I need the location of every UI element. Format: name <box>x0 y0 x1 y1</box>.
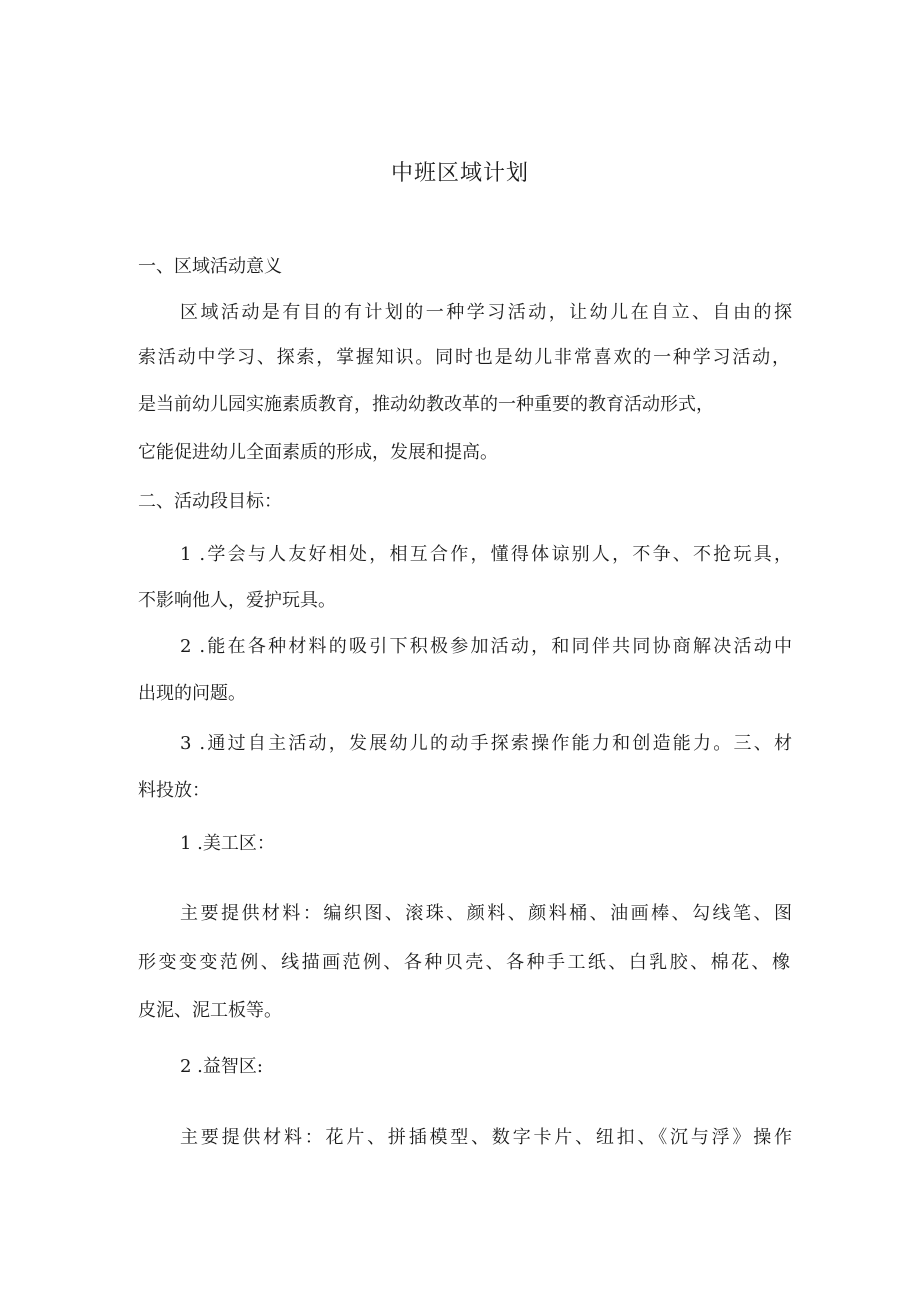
document-title: 中班区域计划 <box>390 161 529 186</box>
paragraph-line: 它能促进幼儿全面素质的形成，发展和提高。 <box>138 442 498 463</box>
art-materials-line: 主要提供材料：编织图、滚珠、颜料、颜料桶、油画棒、勾线笔、图 <box>180 903 792 924</box>
goal-item-3: 3 .通过自主活动，发展幼儿的动手探索操作能力和创造能力。三、材 <box>180 733 792 754</box>
paragraph-line: 是当前幼儿园实施素质教育，推动幼教改革的一种重要的教育活动形式， <box>138 394 714 415</box>
area-heading-art: 1 .美工区： <box>180 833 275 854</box>
goal-item-2-continued: 出现的问题。 <box>138 683 246 704</box>
goal-item-3-continued: 料投放： <box>138 780 210 801</box>
art-materials-line: 皮泥、泥工板等。 <box>138 1000 282 1021</box>
section-heading-significance: 一、区域活动意义 <box>138 256 282 277</box>
paragraph-line: 区域活动是有目的有计划的一种学习活动，让幼儿在自立、自由的探 <box>180 302 792 323</box>
goal-item-2: 2 .能在各种材料的吸引下积极参加活动，和同伴共同协商解决活动中 <box>180 636 792 657</box>
section-heading-goals: 二、活动段目标： <box>138 491 282 512</box>
area-heading-puzzle: 2 .益智区: <box>180 1056 263 1077</box>
goal-item-1-continued: 不影响他人，爱护玩具。 <box>138 590 336 611</box>
puzzle-materials-line: 主要提供材料：花片、拼插模型、数字卡片、纽扣、《沉与浮》操作 <box>180 1127 792 1148</box>
paragraph-line: 索活动中学习、探索，掌握知识。同时也是幼儿非常喜欢的一种学习活动， <box>138 347 790 368</box>
goal-item-1: 1 .学会与人友好相处，相互合作，懂得体谅别人，不争、不抢玩具， <box>180 544 792 565</box>
art-materials-line: 形变变变范例、线描画范例、各种贝壳、各种手工纸、白乳胶、棉花、橡 <box>138 952 790 973</box>
